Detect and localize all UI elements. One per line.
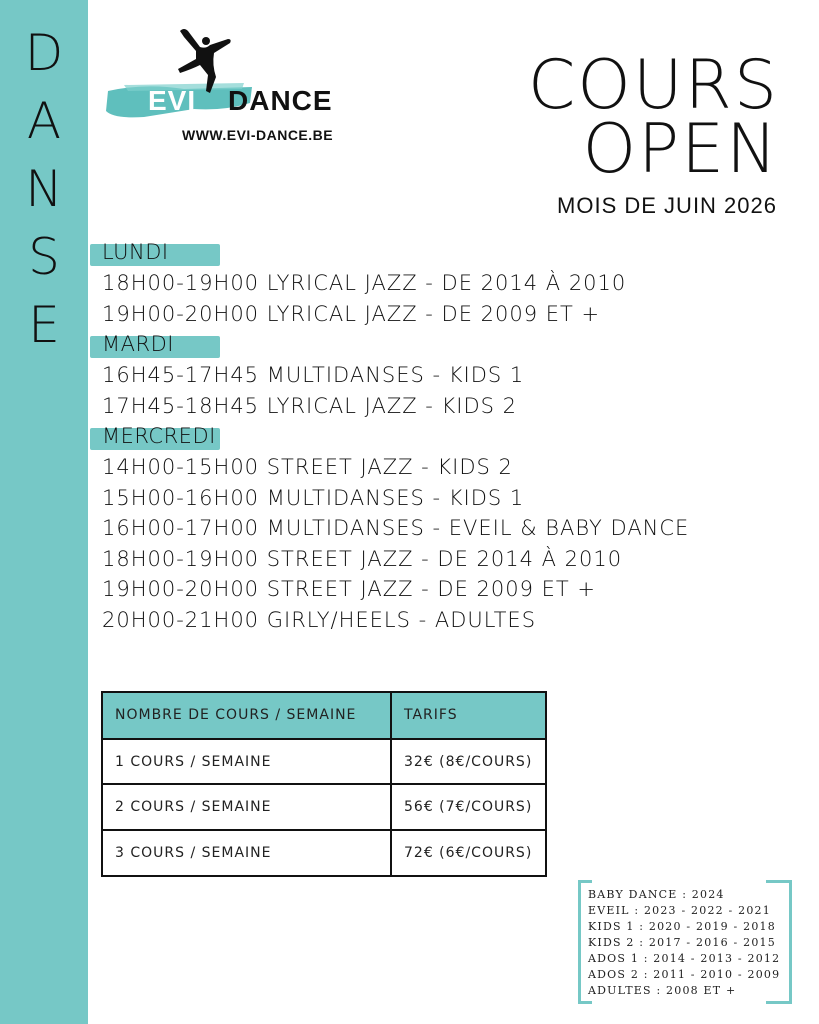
table-row [102, 830, 546, 876]
class-slot: 18H00-19H00 LYRICAL JAZZ - DE 2014 À 2010 [102, 271, 627, 295]
class-slot: 14H00-15H00 STREET JAZZ - KIDS 2 [102, 455, 513, 479]
age-group-item: ADOS 2 : 2011 - 2010 - 2009 [588, 968, 781, 981]
column-header-courses: NOMBRE DE COURS / SEMAINE [102, 692, 391, 739]
age-group-item: ADULTES : 2008 ET + [588, 984, 737, 997]
table-row [102, 784, 546, 830]
pricing-table [101, 691, 547, 877]
page-subtitle: MOIS DE JUIN 2026 [557, 193, 777, 218]
column-header-price: TARIFS [391, 692, 546, 739]
vertical-letter: A [26, 92, 62, 150]
vertical-letter: S [28, 228, 60, 286]
age-group-item: KIDS 2 : 2017 - 2016 - 2015 [588, 936, 776, 949]
age-group-item: ADOS 1 : 2014 - 2013 - 2012 [588, 952, 781, 965]
logo-evi-text: EVI [148, 85, 197, 116]
logo-dance-text: DANCE [228, 85, 333, 116]
class-slot: 17H45-18H45 LYRICAL JAZZ - KIDS 2 [102, 393, 518, 418]
class-slot: 15H00-16H00 MULTIDANSES - KIDS 1 [102, 485, 525, 510]
sidebar-band [0, 0, 88, 1024]
day-heading-wednesday [102, 424, 722, 455]
table-row [102, 739, 546, 785]
day-label: MERCREDI [102, 424, 216, 448]
logo [100, 25, 345, 150]
table-cell-courses: 3 COURS / SEMAINE [102, 830, 391, 876]
table-cell-courses: 2 COURS / SEMAINE [102, 784, 391, 830]
age-groups-box [578, 880, 792, 1004]
vertical-letter: N [25, 160, 63, 218]
table-cell-courses: 1 COURS / SEMAINE [102, 739, 391, 785]
day-heading-monday [102, 240, 722, 271]
age-group-item: BABY DANCE : 2024 [588, 888, 725, 901]
table-cell-price: 32€ (8€/COURS) [391, 739, 546, 785]
class-slot: 16H45-17H45 MULTIDANSES - KIDS 1 [102, 363, 525, 387]
age-group-item: KIDS 1 : 2020 - 2019 - 2018 [588, 920, 776, 933]
class-slot: 18H00-19H00 STREET JAZZ - DE 2014 À 2010 [102, 546, 623, 571]
class-slot: 19H00-20H00 LYRICAL JAZZ - DE 2009 ET + [102, 301, 601, 326]
day-label: MARDI [102, 332, 174, 356]
class-schedule [102, 240, 722, 638]
table-header-row [102, 692, 546, 739]
vertical-letter: D [24, 24, 64, 82]
class-slot: 19H00-20H00 STREET JAZZ - DE 2009 ET + [102, 577, 597, 601]
class-slot: 20H00-21H00 GIRLY/HEELS - ADULTES [102, 607, 537, 632]
table-cell-price: 56€ (7€/COURS) [391, 784, 546, 830]
day-heading-tuesday [102, 332, 722, 363]
page-title-line2: OPEN [582, 110, 779, 189]
table-cell-price: 72€ (6€/COURS) [391, 830, 546, 876]
age-group-item: EVEIL : 2023 - 2022 - 2021 [588, 904, 771, 917]
age-groups-list [588, 887, 780, 999]
day-label: LUNDI [102, 240, 169, 264]
page-title-line1: COURS [527, 46, 779, 125]
class-slot: 16H00-17H00 MULTIDANSES - EVEIL & BABY DANCE [102, 516, 690, 540]
vertical-letter: E [28, 296, 60, 354]
website-url[interactable]: WWW.EVI-DANCE.BE [182, 127, 334, 143]
